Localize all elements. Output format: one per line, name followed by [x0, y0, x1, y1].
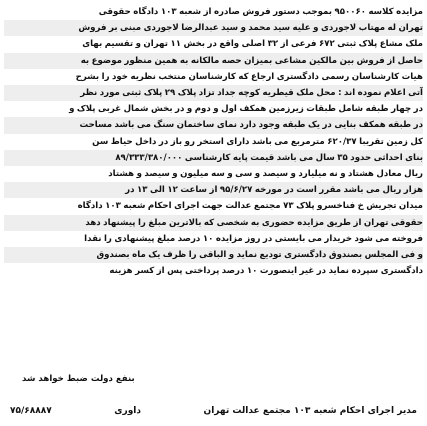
notice-line: بنای احداثی حدود ۳۵ سال می باشد قیمت پایه کارشناسی ۸۹/۳۳۳/۳۸۰/۰۰۰	[4, 150, 423, 166]
notice-line: در طبقه همکف بنایی در یک طبقه وجود دارد نمای ساختمان سنگ می باشد مساحت	[4, 117, 423, 133]
notice-line: حاصل از فروش بین مالکین مشاعی بمیزان حصه مالکانه به همین منظور موضوع به	[4, 53, 423, 69]
notice-line: در چهار طبقه شامل طبقات زیرزمین همکف اول و دوم و در بخش شمال غربی پلاک و	[69, 104, 423, 115]
notice-line: حقوقی تهران از طریق مزایده حضوری به شخصی که بالاترین مبلغ را پیشنهاد دهد	[4, 215, 423, 231]
notice-line: و فی المجلس بصندوق دادگستری تودیع نماید و الباقی را ظرف یک ماه بصندوق	[4, 247, 423, 263]
notice-line: تهران له مهتاب لاجوردی و علیه سید محمد و سید عبدالرضا لاجوردی مبنی بر فروش	[4, 20, 423, 36]
notice-line: فروخته می شود خریدار می بایستی در روز مزایده ۱۰ درصد مبلغ پیشنهادی را نقدا	[84, 233, 423, 244]
notice-line: میدان تجریش خ فناخسرو پلاک ۷۳ مجتمع عدالت جهت اجرای احکام شعبه ۱۰۳ دادگاه	[77, 201, 423, 212]
notice-body	[4, 4, 423, 378]
notice-closing-line: بنفع دولت ضبط خواهد شد	[22, 374, 135, 384]
notice-line: هزار ریال می باشد مقرر است در مورخه ۹۵/۶/۲۷ از ساعت ۱۲ الی ۱۳ در	[4, 182, 423, 198]
notice-line: کل زمین تقریبا ۶۲۰/۳۷ مترمربع می باشد دارای استخر رو باز در داخل حیاط سن	[92, 136, 423, 147]
notice-footer	[4, 402, 423, 420]
officer-name: داوری	[114, 406, 142, 416]
notice-line: ریال معادل هشتاد و نه میلیارد و سیصد و سی و سه میلیون و سیصد و هشتاد	[108, 169, 423, 180]
notice-line: دادگستری سپرده نماید در غیر اینصورت ۱۰ درصد پرداختی پس از کسر هزینه	[109, 266, 423, 277]
notice-line: آتی اعلام نموده اند : محل ملک قیطریه کوچه جداد تزاد پلاک ۲۹ پلاک ثبتی مورد نظر	[4, 85, 423, 101]
notice-line: هیات کارشناسان رسمی دادگستری ارجاع که کارشناسان منتخب نظریه خود را بشرح	[75, 71, 423, 82]
reference-number: ۷۵/۶۸۸۸۷	[10, 406, 52, 416]
notice-line: ملک مشاع پلاک ثبتی ۶۷۲ فرعی از ۳۲ اصلی واقع در بخش ۱۱ تهران و تقسیم بهای	[82, 39, 423, 50]
court-signature: مدیر اجرای احکام شعبه ۱۰۳ مجتمع عدالت تهران	[203, 406, 417, 416]
notice-line: مزایده کلاسه ۹۵۰۰۶۰ بموجب دستور فروش صادره از شعبه ۱۰۳ دادگاه حقوقی	[98, 7, 423, 17]
